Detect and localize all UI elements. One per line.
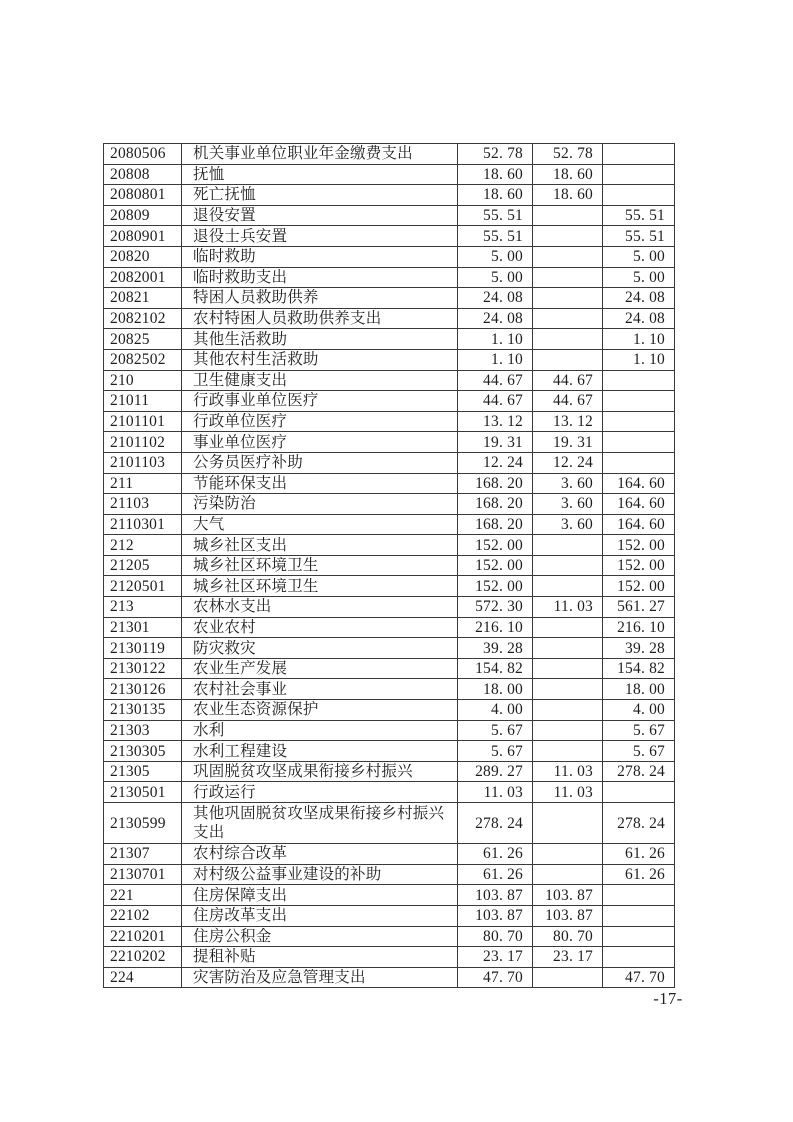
budget-item-name-cell: 灾害防治及应急管理支出 [182,967,458,988]
amount-total-cell: 168. 20 [458,494,533,515]
budget-code-cell: 2130501 [104,782,182,803]
budget-item-name-cell: 农业生产发展 [182,658,458,679]
amount-total-cell: 44. 67 [458,391,533,412]
budget-table-row [104,720,675,741]
amount-col2-cell: 18. 60 [533,164,603,185]
budget-item-name-cell: 农业生态资源保护 [182,700,458,721]
budget-table-row [104,205,675,226]
budget-code-cell: 2130305 [104,741,182,762]
amount-col3-cell: 216. 10 [603,617,675,638]
budget-table-row [104,370,675,391]
amount-total-cell: 80. 70 [458,926,533,947]
amount-total-cell: 289. 27 [458,761,533,782]
budget-table-row [104,761,675,782]
budget-table-row [104,514,675,535]
budget-table-row [104,473,675,494]
budget-item-name-cell: 节能环保支出 [182,473,458,494]
budget-code-cell: 2110301 [104,514,182,535]
budget-code-cell: 2130126 [104,679,182,700]
amount-col3-cell [603,185,675,206]
budget-item-name-cell: 卫生健康支出 [182,370,458,391]
amount-total-cell: 61. 26 [458,844,533,865]
amount-total-cell: 152. 00 [458,576,533,597]
budget-code-cell: 2080901 [104,226,182,247]
budget-code-cell: 2130135 [104,700,182,721]
budget-item-name-cell: 死亡抚恤 [182,185,458,206]
amount-col2-cell: 52. 78 [533,144,603,165]
budget-code-cell: 2101103 [104,452,182,473]
amount-col3-cell: 278. 24 [603,761,675,782]
budget-table-row [104,638,675,659]
amount-col3-cell: 4. 00 [603,700,675,721]
amount-col2-cell [533,720,603,741]
amount-total-cell: 1. 10 [458,329,533,350]
budget-code-cell: 2130119 [104,638,182,659]
budget-item-name-cell: 行政事业单位医疗 [182,391,458,412]
amount-col3-cell [603,926,675,947]
amount-col3-cell: 152. 00 [603,576,675,597]
amount-total-cell: 5. 00 [458,267,533,288]
amount-col3-cell [603,905,675,926]
budget-code-cell: 20821 [104,288,182,309]
budget-item-name-cell: 城乡社区环境卫生 [182,576,458,597]
budget-item-name-cell: 巩固脱贫攻坚成果衔接乡村振兴 [182,761,458,782]
budget-item-name-cell: 水利工程建设 [182,741,458,762]
amount-total-cell: 168. 20 [458,473,533,494]
amount-total-cell: 13. 12 [458,411,533,432]
budget-table-row [104,164,675,185]
amount-col3-cell: 152. 00 [603,535,675,556]
amount-total-cell: 5. 67 [458,741,533,762]
budget-code-cell: 21205 [104,555,182,576]
amount-col2-cell: 12. 24 [533,452,603,473]
budget-table-row [104,782,675,803]
amount-col3-cell: 18. 00 [603,679,675,700]
amount-total-cell: 55. 51 [458,226,533,247]
budget-code-cell: 20820 [104,246,182,267]
amount-col2-cell: 11. 03 [533,597,603,618]
amount-col2-cell [533,246,603,267]
budget-item-name-cell: 城乡社区环境卫生 [182,555,458,576]
amount-col2-cell [533,617,603,638]
budget-item-name-cell: 行政单位医疗 [182,411,458,432]
amount-col2-cell: 3. 60 [533,494,603,515]
amount-col3-cell: 5. 00 [603,246,675,267]
amount-col3-cell [603,452,675,473]
budget-table-row [104,535,675,556]
amount-col3-cell [603,432,675,453]
amount-col3-cell: 278. 24 [603,803,675,844]
budget-code-cell: 22102 [104,905,182,926]
amount-total-cell: 23. 17 [458,947,533,968]
amount-total-cell: 24. 08 [458,288,533,309]
budget-code-cell: 2210202 [104,947,182,968]
budget-item-name-cell: 大气 [182,514,458,535]
budget-table-row [104,864,675,885]
amount-total-cell: 278. 24 [458,803,533,844]
amount-total-cell: 1. 10 [458,349,533,370]
amount-col2-cell: 44. 67 [533,391,603,412]
budget-code-cell: 2080801 [104,185,182,206]
budget-item-name-cell: 农村特困人员救助供养支出 [182,308,458,329]
amount-col3-cell: 164. 60 [603,473,675,494]
amount-total-cell: 12. 24 [458,452,533,473]
amount-col3-cell [603,164,675,185]
amount-col3-cell [603,144,675,165]
budget-item-name-cell: 防灾救灾 [182,638,458,659]
budget-code-cell: 21307 [104,844,182,865]
amount-col2-cell [533,555,603,576]
amount-col2-cell [533,288,603,309]
amount-total-cell: 61. 26 [458,864,533,885]
amount-total-cell: 5. 00 [458,246,533,267]
amount-total-cell: 24. 08 [458,308,533,329]
amount-col2-cell [533,308,603,329]
budget-item-name-cell: 住房公积金 [182,926,458,947]
budget-item-name-cell: 特困人员救助供养 [182,288,458,309]
amount-col2-cell [533,267,603,288]
amount-col3-cell: 5. 67 [603,741,675,762]
budget-table-row [104,308,675,329]
budget-table-row [104,267,675,288]
budget-item-name-cell: 事业单位医疗 [182,432,458,453]
amount-total-cell: 168. 20 [458,514,533,535]
budget-item-name-cell: 抚恤 [182,164,458,185]
budget-code-cell: 2130122 [104,658,182,679]
amount-col3-cell: 61. 26 [603,864,675,885]
budget-code-cell: 2082001 [104,267,182,288]
budget-code-cell: 2101101 [104,411,182,432]
budget-table-row [104,885,675,906]
budget-table-row [104,597,675,618]
budget-code-cell: 2101102 [104,432,182,453]
budget-code-cell: 212 [104,535,182,556]
amount-col2-cell: 19. 31 [533,432,603,453]
budget-item-name-cell: 退役安置 [182,205,458,226]
budget-table-row [104,576,675,597]
budget-table-row [104,411,675,432]
amount-col3-cell: 39. 28 [603,638,675,659]
amount-col3-cell: 561. 27 [603,597,675,618]
budget-item-name-cell: 临时救助 [182,246,458,267]
amount-total-cell: 44. 67 [458,370,533,391]
amount-col2-cell [533,658,603,679]
budget-code-cell: 2210201 [104,926,182,947]
budget-table-row [104,803,675,844]
amount-col3-cell: 55. 51 [603,226,675,247]
amount-col3-cell: 47. 70 [603,967,675,988]
budget-code-cell: 20808 [104,164,182,185]
amount-col2-cell [533,864,603,885]
amount-col2-cell: 3. 60 [533,514,603,535]
budget-table-body [104,144,675,988]
budget-table-row [104,926,675,947]
budget-code-cell: 2130701 [104,864,182,885]
budget-code-cell: 2080506 [104,144,182,165]
budget-table-row [104,432,675,453]
amount-col2-cell [533,741,603,762]
amount-total-cell: 47. 70 [458,967,533,988]
budget-table-row [104,700,675,721]
budget-table-row [104,555,675,576]
amount-col3-cell: 5. 00 [603,267,675,288]
budget-table-row [104,288,675,309]
amount-col3-cell: 154. 82 [603,658,675,679]
budget-item-name-cell: 水利 [182,720,458,741]
budget-table-row [104,494,675,515]
budget-item-name-cell: 住房改革支出 [182,905,458,926]
budget-table-row [104,452,675,473]
budget-item-name-cell: 其他巩固脱贫攻坚成果衔接乡村振兴支出 [182,803,458,844]
amount-col2-cell: 13. 12 [533,411,603,432]
budget-table-row [104,844,675,865]
budget-code-cell: 211 [104,473,182,494]
budget-table-row [104,144,675,165]
amount-total-cell: 19. 31 [458,432,533,453]
amount-col3-cell: 5. 67 [603,720,675,741]
budget-item-name-cell: 公务员医疗补助 [182,452,458,473]
budget-code-cell: 210 [104,370,182,391]
amount-col3-cell [603,411,675,432]
amount-col2-cell [533,803,603,844]
budget-table-row [104,679,675,700]
budget-code-cell: 20809 [104,205,182,226]
amount-total-cell: 5. 67 [458,720,533,741]
amount-col3-cell [603,370,675,391]
budget-item-name-cell: 农村社会事业 [182,679,458,700]
amount-total-cell: 18. 00 [458,679,533,700]
amount-total-cell: 103. 87 [458,885,533,906]
budget-item-name-cell: 农林水支出 [182,597,458,618]
amount-total-cell: 154. 82 [458,658,533,679]
budget-code-cell: 21303 [104,720,182,741]
amount-col2-cell: 11. 03 [533,761,603,782]
budget-item-name-cell: 提租补贴 [182,947,458,968]
amount-total-cell: 152. 00 [458,535,533,556]
amount-col2-cell: 103. 87 [533,885,603,906]
budget-item-name-cell: 城乡社区支出 [182,535,458,556]
amount-col2-cell [533,205,603,226]
amount-total-cell: 11. 03 [458,782,533,803]
budget-table-row [104,226,675,247]
budget-code-cell: 2082102 [104,308,182,329]
amount-col2-cell: 3. 60 [533,473,603,494]
amount-col2-cell [533,700,603,721]
amount-col2-cell: 80. 70 [533,926,603,947]
budget-table-row [104,185,675,206]
amount-col3-cell: 1. 10 [603,329,675,350]
amount-col2-cell [533,329,603,350]
amount-col2-cell: 23. 17 [533,947,603,968]
budget-table-row [104,349,675,370]
budget-item-name-cell: 行政运行 [182,782,458,803]
budget-item-name-cell: 机关事业单位职业年金缴费支出 [182,144,458,165]
amount-col2-cell [533,679,603,700]
amount-col2-cell [533,967,603,988]
amount-col3-cell [603,391,675,412]
amount-col2-cell [533,535,603,556]
budget-item-name-cell: 其他农村生活救助 [182,349,458,370]
amount-total-cell: 572. 30 [458,597,533,618]
amount-col3-cell [603,947,675,968]
budget-code-cell: 221 [104,885,182,906]
amount-total-cell: 216. 10 [458,617,533,638]
budget-code-cell: 21305 [104,761,182,782]
amount-col3-cell: 164. 60 [603,494,675,515]
amount-total-cell: 39. 28 [458,638,533,659]
amount-col3-cell: 24. 08 [603,308,675,329]
budget-code-cell: 21301 [104,617,182,638]
budget-table-row [104,905,675,926]
amount-col3-cell [603,885,675,906]
amount-col3-cell: 164. 60 [603,514,675,535]
amount-col2-cell: 18. 60 [533,185,603,206]
budget-table-row [104,947,675,968]
budget-code-cell: 20825 [104,329,182,350]
amount-total-cell: 55. 51 [458,205,533,226]
budget-item-name-cell: 污染防治 [182,494,458,515]
budget-code-cell: 21103 [104,494,182,515]
budget-code-cell: 2082502 [104,349,182,370]
amount-col3-cell: 1. 10 [603,349,675,370]
budget-item-name-cell: 其他生活救助 [182,329,458,350]
budget-table-row [104,658,675,679]
amount-total-cell: 152. 00 [458,555,533,576]
amount-col3-cell: 55. 51 [603,205,675,226]
amount-total-cell: 4. 00 [458,700,533,721]
budget-table-row [104,741,675,762]
amount-total-cell: 103. 87 [458,905,533,926]
amount-col2-cell [533,844,603,865]
budget-code-cell: 2120501 [104,576,182,597]
budget-item-name-cell: 退役士兵安置 [182,226,458,247]
budget-code-cell: 21011 [104,391,182,412]
budget-table-row [104,391,675,412]
budget-item-name-cell: 对村级公益事业建设的补助 [182,864,458,885]
budget-item-name-cell: 临时救助支出 [182,267,458,288]
amount-col3-cell: 24. 08 [603,288,675,309]
amount-total-cell: 18. 60 [458,164,533,185]
amount-col2-cell [533,349,603,370]
amount-total-cell: 18. 60 [458,185,533,206]
amount-col2-cell [533,226,603,247]
amount-col3-cell [603,782,675,803]
amount-col2-cell: 11. 03 [533,782,603,803]
budget-item-name-cell: 农村综合改革 [182,844,458,865]
budget-table-row [104,967,675,988]
amount-total-cell: 52. 78 [458,144,533,165]
budget-item-name-cell: 住房保障支出 [182,885,458,906]
budget-code-cell: 213 [104,597,182,618]
amount-col2-cell [533,638,603,659]
amount-col3-cell: 152. 00 [603,555,675,576]
amount-col2-cell [533,576,603,597]
amount-col2-cell: 103. 87 [533,905,603,926]
budget-code-cell: 224 [104,967,182,988]
budget-table-row [104,617,675,638]
amount-col3-cell: 61. 26 [603,844,675,865]
budget-table-row [104,329,675,350]
budget-code-cell: 2130599 [104,803,182,844]
budget-table-row [104,246,675,267]
amount-col2-cell: 44. 67 [533,370,603,391]
page-number: -17- [653,989,683,1008]
budget-expenditure-table [103,143,675,988]
budget-item-name-cell: 农业农村 [182,617,458,638]
